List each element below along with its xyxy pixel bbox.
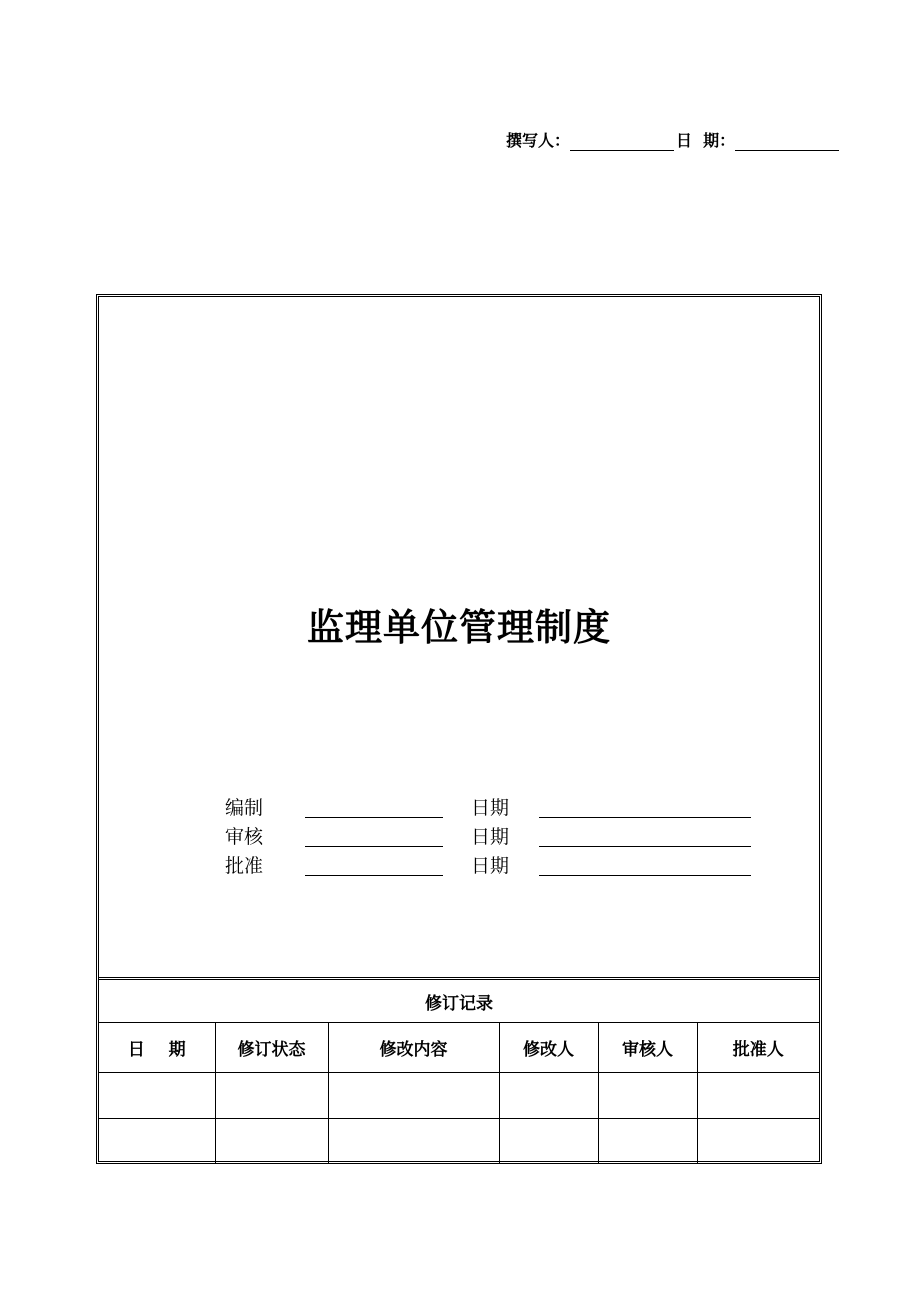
signature-date-label: 日期 xyxy=(471,797,510,819)
signature-role-label: 批准 xyxy=(225,855,264,877)
column-header-date: 日 期 xyxy=(99,1023,215,1073)
signature-date-line[interactable] xyxy=(539,875,751,876)
signature-name-line[interactable] xyxy=(305,817,443,818)
signature-name-line[interactable] xyxy=(305,846,443,847)
table-cell[interactable] xyxy=(99,1119,215,1165)
author-label: 撰写人： xyxy=(506,131,571,150)
signature-role-label: 编制 xyxy=(225,797,264,819)
signature-row-approve xyxy=(225,851,765,880)
table-cell[interactable] xyxy=(499,1119,598,1165)
document-title: 监理单位管理制度 xyxy=(307,606,611,649)
table-row xyxy=(99,1073,819,1119)
table-cell[interactable] xyxy=(697,1073,819,1119)
table-cell[interactable] xyxy=(598,1119,697,1165)
header-date-label: 日 期： xyxy=(676,131,736,150)
signature-row-compile xyxy=(225,793,765,822)
revision-table xyxy=(99,981,819,1164)
signature-date-line[interactable] xyxy=(539,846,751,847)
author-date-header xyxy=(506,128,839,151)
column-header-content: 修改内容 xyxy=(328,1023,499,1073)
column-header-reviewer: 审核人 xyxy=(598,1023,697,1073)
table-cell[interactable] xyxy=(328,1073,499,1119)
author-blank[interactable] xyxy=(570,132,674,151)
header-date-blank[interactable] xyxy=(735,132,839,151)
table-cell[interactable] xyxy=(215,1119,328,1165)
signature-role-label: 审核 xyxy=(225,826,264,848)
signature-block xyxy=(225,793,765,880)
signature-date-label: 日期 xyxy=(471,826,510,848)
table-cell[interactable] xyxy=(697,1119,819,1165)
table-cell[interactable] xyxy=(598,1073,697,1119)
signature-date-label: 日期 xyxy=(471,855,510,877)
signature-name-line[interactable] xyxy=(305,875,443,876)
column-header-modifier: 修改人 xyxy=(499,1023,598,1073)
column-header-status: 修订状态 xyxy=(215,1023,328,1073)
table-cell[interactable] xyxy=(328,1119,499,1165)
signature-date-line[interactable] xyxy=(539,817,751,818)
table-cell[interactable] xyxy=(499,1073,598,1119)
table-row xyxy=(99,1119,819,1165)
revision-table-title: 修订记录 xyxy=(99,981,819,1023)
section-divider xyxy=(99,977,819,980)
column-header-approver: 批准人 xyxy=(697,1023,819,1073)
cover-frame xyxy=(96,294,822,1164)
table-cell[interactable] xyxy=(215,1073,328,1119)
signature-row-review xyxy=(225,822,765,851)
table-cell[interactable] xyxy=(99,1073,215,1119)
